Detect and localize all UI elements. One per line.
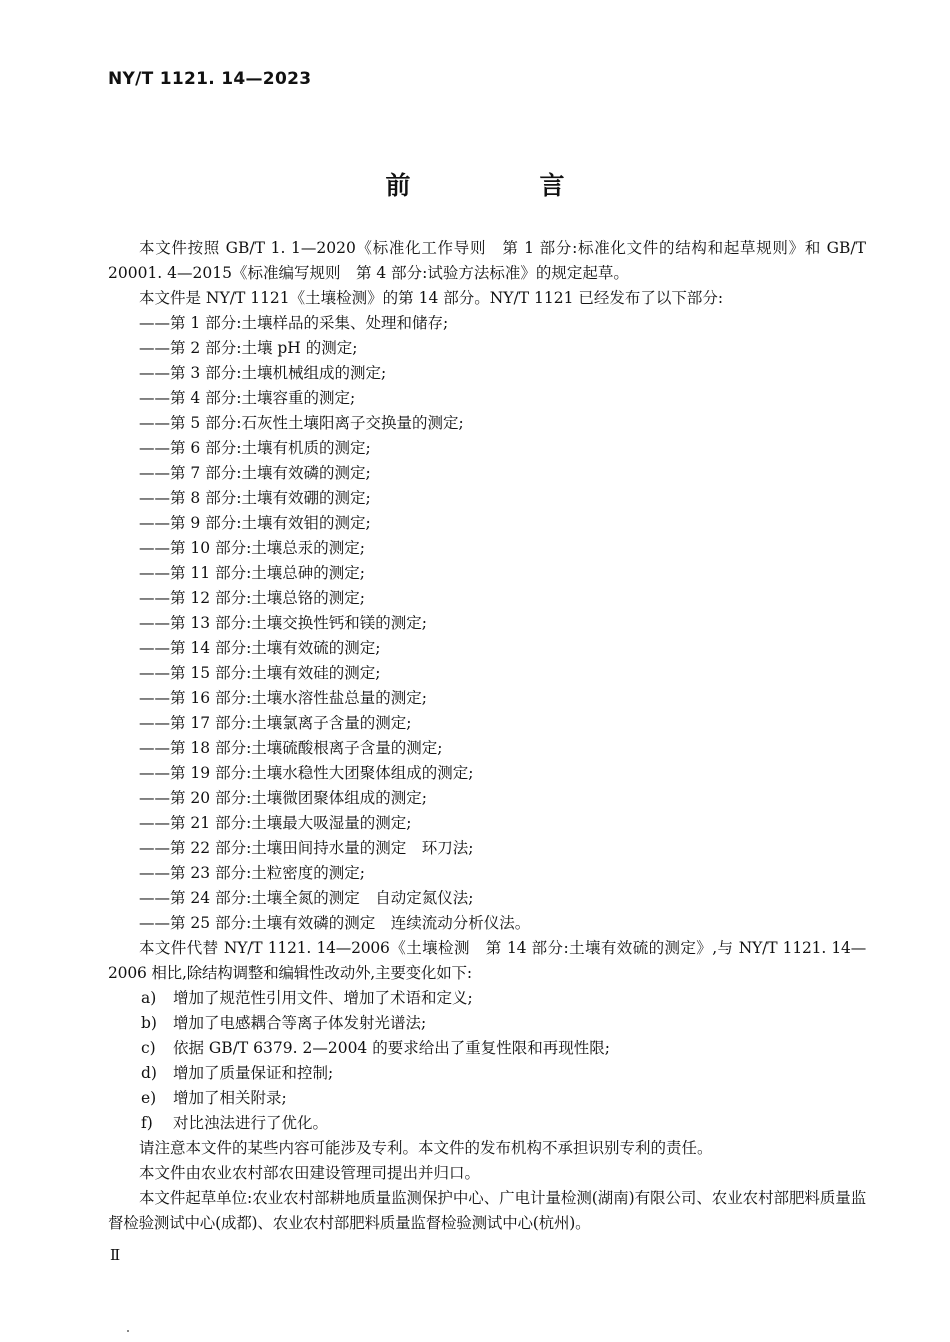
published-parts-list bbox=[108, 311, 866, 936]
list-item: ——第 25 部分:土壤有效磷的测定 连续流动分析仪法。 bbox=[139, 914, 531, 932]
list-item bbox=[108, 986, 866, 1011]
intro-paragraph-2: 本文件是 NY/T 1121《土壤检测》的第 14 部分。NY/T 1121 已经发布了以下部分: bbox=[139, 289, 724, 307]
list-item: ——第 21 部分:土壤最大吸湿量的测定; bbox=[139, 814, 412, 832]
item-label: e) bbox=[141, 1089, 157, 1107]
list-item: ——第 22 部分:土壤田间持水量的测定 环刀法; bbox=[139, 839, 474, 857]
replacement-paragraph: 本文件代替 NY/T 1121. 14—2006《土壤检测 第 14 部分:土壤有效硫的测定》,与 NY/T 1121. 14—2006 相比,除结构调整和编辑性改动外,主要变化如下: bbox=[108, 939, 866, 982]
list-item: ——第 6 部分:土壤有机质的测定; bbox=[139, 439, 371, 457]
item-label: a) bbox=[141, 989, 157, 1007]
list-item: ——第 5 部分:石灰性土壤阳离子交换量的测定; bbox=[139, 414, 464, 432]
list-item: ——第 17 部分:土壤氯离子含量的测定; bbox=[139, 714, 412, 732]
item-label: f) bbox=[141, 1114, 153, 1132]
list-item: ——第 1 部分:土壤样品的采集、处理和储存; bbox=[139, 314, 449, 332]
list-item: ——第 2 部分:土壤 pH 的测定; bbox=[139, 339, 358, 357]
list-item: ——第 14 部分:土壤有效硫的测定; bbox=[139, 639, 381, 657]
list-item bbox=[108, 1086, 866, 1111]
list-item: ——第 18 部分:土壤硫酸根离子含量的测定; bbox=[139, 739, 443, 757]
list-item: ——第 19 部分:土壤水稳性大团聚体组成的测定; bbox=[139, 764, 474, 782]
item-label: c) bbox=[141, 1039, 156, 1057]
page-number: Ⅱ bbox=[110, 1246, 121, 1264]
list-item: ——第 8 部分:土壤有效硼的测定; bbox=[139, 489, 371, 507]
proposer-paragraph: 本文件由农业农村部农田建设管理司提出并归口。 bbox=[139, 1164, 481, 1182]
item-label: b) bbox=[141, 1014, 157, 1032]
list-item: ——第 11 部分:土壤总砷的测定; bbox=[139, 564, 366, 582]
list-item: ——第 7 部分:土壤有效磷的测定; bbox=[139, 464, 371, 482]
list-item: ——第 3 部分:土壤机械组成的测定; bbox=[139, 364, 387, 382]
list-item: ——第 24 部分:土壤全氮的测定 自动定氮仪法; bbox=[139, 889, 474, 907]
patent-notice: 请注意本文件的某些内容可能涉及专利。本文件的发布机构不承担识别专利的责任。 bbox=[139, 1139, 713, 1157]
list-item: ——第 13 部分:土壤交换性钙和镁的测定; bbox=[139, 614, 428, 632]
list-item bbox=[108, 1036, 866, 1061]
list-item bbox=[108, 1011, 866, 1036]
item-text: 增加了相关附录; bbox=[173, 1089, 287, 1107]
document-body bbox=[108, 236, 866, 1236]
item-text: 增加了规范性引用文件、增加了术语和定义; bbox=[173, 989, 473, 1007]
list-item: ——第 16 部分:土壤水溶性盐总量的测定; bbox=[139, 689, 428, 707]
list-item: ——第 20 部分:土壤微团聚体组成的测定; bbox=[139, 789, 428, 807]
document-code: NY/T 1121. 14—2023 bbox=[108, 69, 312, 89]
list-item bbox=[108, 1061, 866, 1086]
intro-paragraph-1: 本文件按照 GB/T 1. 1—2020《标准化工作导则 第 1 部分:标准化文件的结构和起草规则》和 GB/T 20001. 4—2015《标准编写规则 第 4 部分:试验方法标准》的规定起草。 bbox=[108, 239, 866, 282]
item-text: 增加了电感耦合等离子体发射光谱法; bbox=[173, 1014, 427, 1032]
item-text: 增加了质量保证和控制; bbox=[173, 1064, 334, 1082]
scan-speck bbox=[127, 1330, 129, 1332]
changes-list bbox=[108, 986, 866, 1136]
drafting-units-paragraph: 本文件起草单位:农业农村部耕地质量监测保护中心、广电计量检测(湖南)有限公司、农业农村部肥料质量监督检验测试中心(成都)、农业农村部肥料质量监督检验测试中心(杭州)。 bbox=[108, 1189, 866, 1232]
item-text: 依据 GB/T 6379. 2—2004 的要求给出了重复性限和再现性限; bbox=[173, 1039, 610, 1057]
list-item: ——第 12 部分:土壤总铬的测定; bbox=[139, 589, 366, 607]
page-title: 前 言 bbox=[385, 171, 617, 200]
item-label: d) bbox=[141, 1064, 157, 1082]
list-item: ——第 23 部分:土粒密度的测定; bbox=[139, 864, 366, 882]
list-item: ——第 9 部分:土壤有效钼的测定; bbox=[139, 514, 371, 532]
list-item bbox=[108, 1111, 866, 1136]
list-item: ——第 10 部分:土壤总汞的测定; bbox=[139, 539, 366, 557]
list-item: ——第 4 部分:土壤容重的测定; bbox=[139, 389, 356, 407]
list-item: ——第 15 部分:土壤有效硅的测定; bbox=[139, 664, 381, 682]
item-text: 对比浊法进行了优化。 bbox=[173, 1114, 329, 1132]
